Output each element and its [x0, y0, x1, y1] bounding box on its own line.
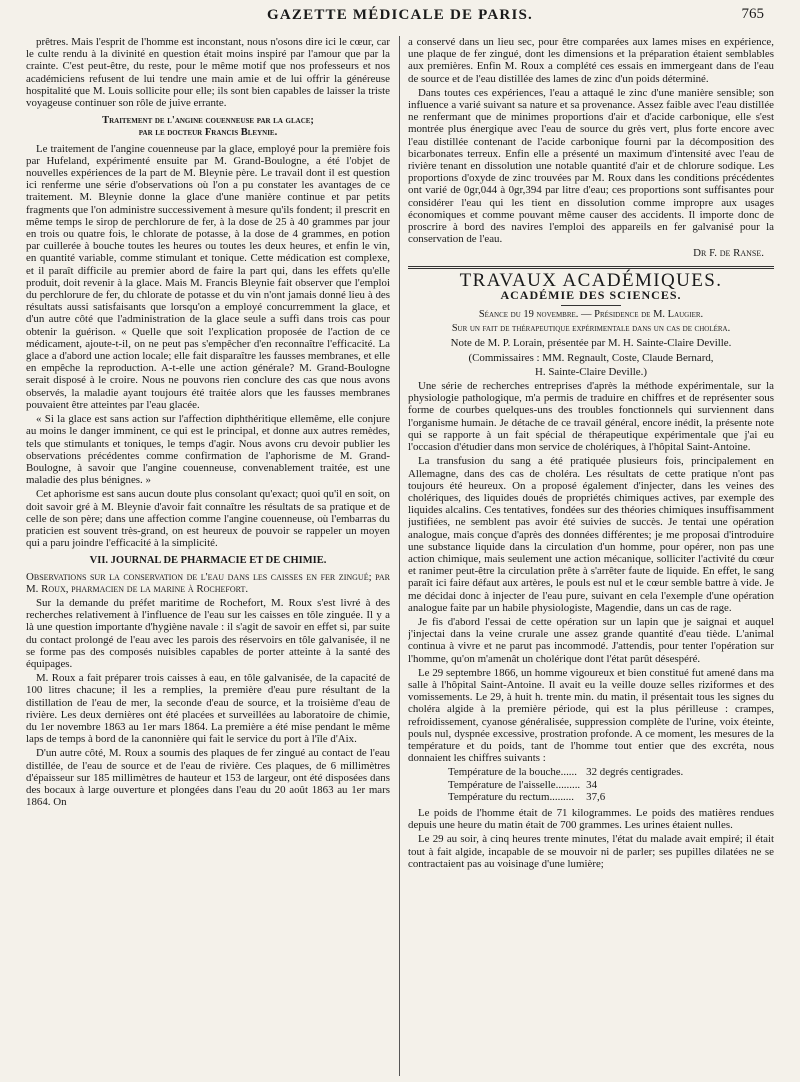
academy-heading: ACADÉMIE DES SCIENCES.: [500, 287, 682, 302]
article-paragraph: Une série de recherches entreprises d'après la méthode expérimentale, sur la physiologie pathologique, m'a permis de traduire en chiffres et de représenter sous forme de courbes quelques-uns des troubles fonctionnels qui surviennent dans l'organisme humain. Je détache de ce travail général, encore inédit, la présente note qui se rapporte à un fait spécial de thérapeutique expérimentale que j'ai eu l'occasion d'étudier dans mon service de cholériques, à l'hôpital Saint-Antoine.: [408, 380, 774, 454]
page-number: 765: [741, 6, 764, 22]
article-paragraph: Dans toutes ces expériences, l'eau a attaqué le zinc d'une manière sensible; son influence a varié suivant sa nature et sa provenance. Assez faible avec l'eau distillée ne renfermant que de minimes proportions d'air et d'acide carbonique, elle s'est montrée plus énergique avec l'eau de source du grès vert, plus forte encore avec l'eau distillée contenant de l'acide carbonique fourni par la décomposition des bicarbonates terreux. Enfin elle a présenté un maximum d'intensité avec l'eau de rivière tenant en dissolution une notable quantité d'air et de chlorure sodique. Les proportions d'oxyde de zinc trouvées par M. Roux dans les conditions précédentes ont varié de 0gr,044 à 0gr,394 par litre d'eau; ces proportions sont suffisantes pour considérer l'eau qui les tient en dissolution comme impropre aux usages économiques et comme pouvant même causer des accidents. Il importe donc de proscrire à bord des navires l'emploi des appareils en fer galvanisé pour la conservation de l'eau.: [408, 86, 774, 246]
temperature-value: 34: [586, 778, 598, 791]
article-paragraph: M. Roux a fait préparer trois caisses à eau, en tôle galvanisée, de la capacité de 100 litres chacune; il les a remplies, la première d'eau pure résultant de la distillation de l'eau de mer, la seconde d'eau de source, et la troisième d'eau de rivière. Les deux dernières ont été placées et surveillées au laboratoire de chimie, du 1er novembre 1863 au 1er mars 1864. La première a été mise pendant le même laps de temps à bord de la canonnière qui fait le service du port à l'île d'Aix.: [26, 672, 390, 746]
temperature-label: Température de la bouche......: [448, 766, 577, 779]
left-column: [26, 36, 390, 1076]
article-paragraph: Le traitement de l'angine couenneuse par la glace, employé pour la première fois par Hufeland, expérimenté ensuite par M. Grand-Boulogne, a été l'objet de nouvelles expériences de la part de M. Bleynie père. Le travail dont il est question ici renferme une série d'observations où l'on a pu constater les avantages de ce traitement. M. Bleynie donne la glace d'une manière continue et par petits fragments que l'on administre successivement à mesure qu'ils fondent; il prescrit en même temps le sirop de perchlorure de fer, à la dose de 25 à 40 grammes par jour en trois ou quatre fois, le chlorate de potasse, à la dose de 4 grammes, en potion par cuillerée à bouche toutes les heures ou toutes les deux heures, et enfin le vin, en quantité variable, comme stimulant et tonique. Cette médication est complexe, et il paraît difficile au premier abord de faire la part qui, dans les effets qu'elle produit, doit revenir à la glace. Mais M. Francis Bleynie fait observer que l'emploi du perchlorure de fer, du chlorate de potasse et du vin n'ont jamais donné lieu à des résultats aussi satisfaisants que lorsqu'on a employé concurremment la glace, et d'un autre côté que l'administration de la glace seule a suffi dans trois cas pour obtenir la guérison. « Quelle que soit l'explication proposée de l'action de ce médicament, ajoute-t-il, on ne peut pas s'empêcher d'en reconnaître l'efficacité. La glace a d'abord une action locale; elle fait disparaître les fausses membranes, et elle en empêche la reproduction. A-t-elle une action générale? M. Grand-Boulogne serait disposé à le croire. Nous ne pouvons rien conclure des cas que nous avons observés, la maladie ayant toujours été traitée alors que les fausses membranes pouvaient être atteintes par l'eau glacée.: [26, 142, 390, 411]
small-divider: [561, 305, 621, 306]
section-title-pharmacie: VII. JOURNAL DE PHARMACIE ET DE CHIMIE.: [89, 555, 327, 567]
running-title: GAZETTE MÉDICALE DE PARIS.: [267, 7, 533, 23]
temperature-label: Température du rectum.........: [448, 790, 574, 803]
article-paragraph: Sur la demande du préfet maritime de Rochefort, M. Roux s'est livré à des recherches relativement à l'influence de l'eau sur les caisses en tôle zinguée. Il y a là une question importante d'hygiène navale : il s'agit de savoir en effet si, par suite du contact prolongé de l'eau avec les parois des réservoirs en tôle galvanisée, il ne se forme pas des composés nuisibles capables de porter atteinte à la santé des équipages.: [26, 596, 390, 670]
paper-title: Sur un fait de thérapeutique expérimentale dans un cas de choléra.: [451, 323, 731, 335]
author-signature: Dr F. de Ranse.: [693, 247, 764, 260]
temperature-value: 32 degrés centigrades.: [586, 766, 684, 779]
article-paragraph: La transfusion du sang a été pratiquée plusieurs fois, principalement en Allemagne, dans des cas de choléra. Les résultats de cette pratique n'ont pas toujours été heureux. On a proposé également d'injecter, dans les veines des cholériques, des liquides doués de propriétés chimiques actives, par exemple des liquides alcalins. Ces tentatives, fondées sur des théories chimiques insuffisamment justifiées, ne semblent pas avoir été suivies de succès. Je tentai une opération analogue, mais conçue d'après des données différentes; je me proposai d'introduire une substance liquide dans la circulation d'un homme, pour opérer, non pas une action chimique, mais seulement une action mécanique, solliciter l'activité du cœur et ranimer peut-être la circulation prête à s'arrêter faute de liquide. En effet, le sang paraît ici faire défaut aux artères, le pouls est nul et le cœur semble battre à vide. Je me décidai donc à injecter de l'eau pure, suivant en cela l'exemple d'une opération analogue faite par un habile physiologiste, Magendie, dans un cas de rage.: [408, 455, 774, 614]
intro-paragraph: prêtres. Mais l'esprit de l'homme est inconstant, nous n'osons dire ici le cœur, car le culte rendu à la divinité en question était moins inspiré par l'amour que par la crainte. C'est peut-être, du reste, pour le même motif que nos professeurs et nos académiciens refusent de lui tendre une main amie et de lui offrir la généreuse hospitalité que M. Louis sollicite pour elle; ils sont bien capables de laisser la triste voyageuse continuer son rôle de juive errante.: [26, 36, 390, 110]
article-paragraph: Le poids de l'homme était de 71 kilogrammes. Le poids des matières rendues depuis une heure du matin était de 700 grammes. Les urines étaient nulles.: [408, 806, 774, 832]
article-paragraph: Je fis d'abord l'essai de cette opération sur un lapin que je saignai et auquel j'injectai dans la veine crurale une assez grande quantité d'eau tiède. L'animal continua à vivre et ne parut pas incommodé. J'attendis, pour tenter l'opération sur l'homme, qu'on m'amenât un cholérique dont l'état parût désespéré.: [408, 615, 774, 665]
section-title-angine: [26, 115, 390, 139]
table-row: [448, 766, 689, 778]
table-row: [448, 791, 689, 803]
commission-line: H. Sainte-Claire Deville.): [535, 365, 647, 378]
section-subtitle-pharmacie: Observations sur la conservation de l'eau dans les caisses en fer zingué; par M. Roux, pharmacien de la marine à Rochefort.: [26, 570, 390, 595]
article-paragraph: a conservé dans un lieu sec, pour être comparées aux lames mises en expérience, une plaque de fer zingué, dont les dimensions et la préparation étaient semblables aux premières. Enfin M. Roux a complété ces essais en immergeant dans de l'eau de source et de l'eau distillée des lames de zinc d'un poids déterminé.: [408, 36, 774, 85]
page-header: [0, 0, 800, 34]
article-paragraph: Le 29 septembre 1866, un homme vigoureux et bien constitué fut amené dans ma salle à l'hôpital Saint-Antoine. Il avait eu la veille douze selles riziformes et des vomissements. Le 29, à huit h. trente min. du matin, il présentait tous les signes du choléra algide à la première période, qui est la plus périlleuse : crampes, refroidissement, cyanose généralisée, suppression complète de l'urine, voix éteinte, pouls nul, dyspnée excessive, prostration profonde. A ce moment, les mesures de la température et du poids, tant de l'homme tout entier que des excréta, nous donnaient les chiffres suivants :: [408, 666, 774, 765]
section-author-angine: par le docteur Francis Bleynie.: [138, 127, 278, 139]
temperature-table: [448, 766, 689, 803]
commission-line: (Commissaires : MM. Regnault, Coste, Claude Bernard,: [468, 351, 714, 364]
table-row: [448, 779, 689, 791]
article-paragraph: Cet aphorisme est sans aucun doute plus consolant qu'exact; quoi qu'il en soit, on doit savoir gré à M. Bleynie d'avoir fait connaître les résultats de sa pratique et de celle de son père; dans une affection comme l'angine couenneuse, où l'embarras du praticien est souvent très-grand, on est heureux de pouvoir se rappeler un moyen qui a paru joindre l'efficacité à la simplicité.: [26, 488, 390, 550]
article-paragraph: D'un autre côté, M. Roux a soumis des plaques de fer zingué au contact de l'eau distillée, de l'eau de source et de l'eau de rivière. Ces plaques, de 6 millimètres d'épaisseur sur 185 millimètres de hauteur et 153 de largeur, ont été disposées dans des bocaux à large ouverture et plongées dans l'eau du 20 août 1863 au 1er mars 1864. On: [26, 747, 390, 809]
section-heading-travaux: TRAVAUX ACADÉMIQUES.: [459, 269, 723, 291]
section-divider: [408, 266, 774, 269]
temperature-value: 37,6: [586, 790, 606, 803]
right-column: [408, 36, 774, 1076]
article-paragraph: Le 29 au soir, à cinq heures trente minutes, l'état du malade avait empiré; il était tout à fait algide, incapable de se mouvoir ni de parler; ses pupilles dilatées ne se contractaient pas au voisinage d'une lumière;: [408, 833, 774, 870]
article-paragraph: « Si la glace est sans action sur l'affection diphthéritique ellemême, elle conjure au moins le danger imminent, ce qui est le principal, et donne aux autres remèdes, tels que stimulants et toniques, le temps d'agir. Nous avons cru devoir publier les observations précédentes comme confirmation de l'aphorisme de M. Grand-Boulogne, à savoir que l'angine couenneuse, convenablement traitée, est une maladie des plus bénignes. »: [26, 413, 390, 487]
note-line: Note de M. P. Lorain, présentée par M. H. Sainte-Claire Deville.: [450, 337, 732, 350]
temperature-label: Température de l'aisselle.........: [448, 778, 581, 791]
column-divider: [399, 36, 400, 1076]
session-line: Séance du 19 novembre. — Présidence de M. Laugier.: [478, 309, 704, 321]
section-title-angine-text: Traitement de l'angine couenneuse par la glace;: [102, 115, 314, 127]
